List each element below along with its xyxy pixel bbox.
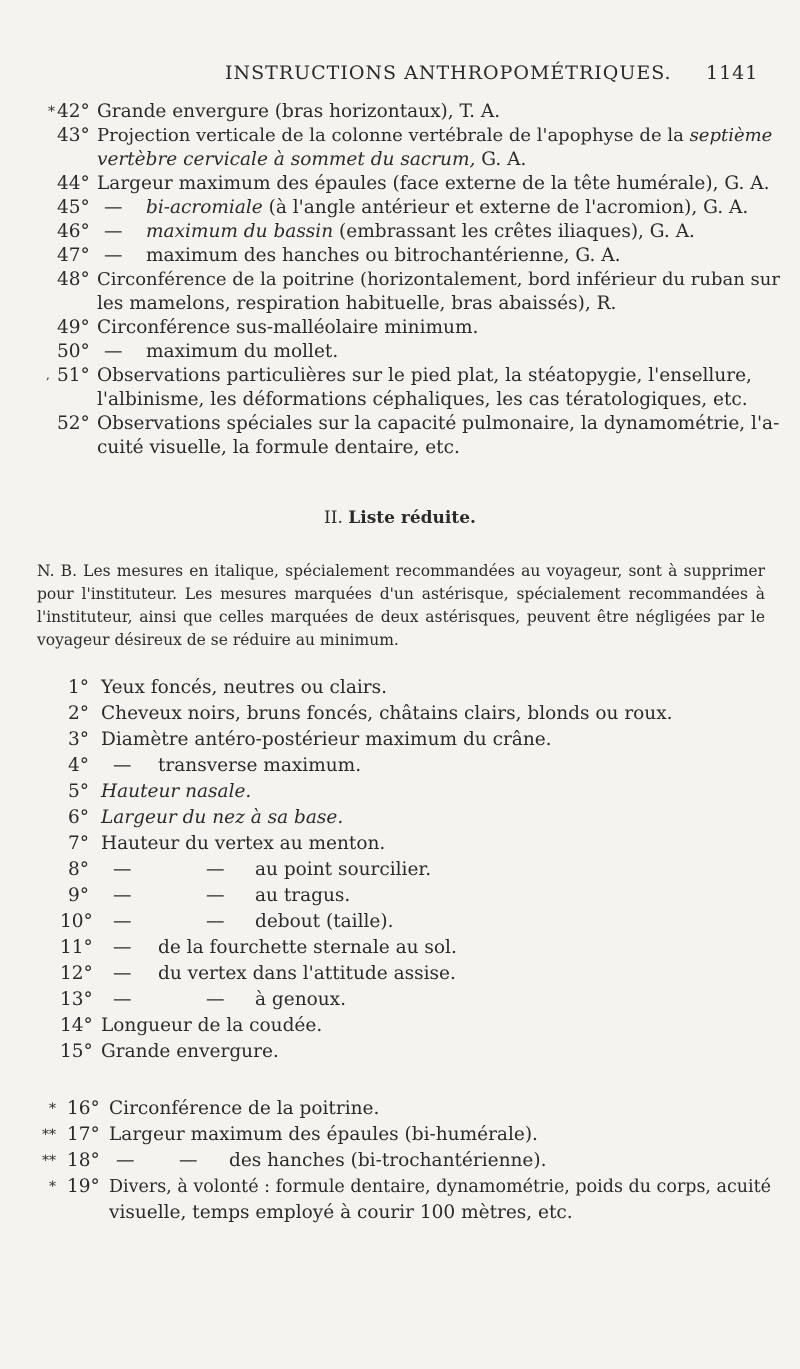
- item-text: Cheveux noirs, bruns foncés, châtains clairs, blonds ou roux.: [101, 703, 673, 724]
- item-number: 17°: [67, 1124, 100, 1145]
- item-text: debout (taille).: [255, 911, 394, 932]
- asterisk-marker: *: [49, 1179, 56, 1195]
- running-title: INSTRUCTIONS ANTHROPOMÉTRIQUES.: [225, 62, 672, 84]
- item-number: 45°: [57, 197, 90, 218]
- item-number: 5°: [68, 781, 90, 802]
- ditto-dash: —: [113, 989, 132, 1010]
- ditto-dash: —: [113, 911, 132, 932]
- item-number: 13°: [60, 989, 93, 1010]
- item-text: de la fourchette sternale au sol.: [158, 937, 457, 958]
- item-text: Observations spéciales sur la capacité pulmonaire, la dynamométrie, l'a-: [97, 413, 780, 434]
- ditto-dash: —: [206, 911, 225, 932]
- item-number: 3°: [68, 729, 90, 750]
- item-text: Largeur maximum des épaules (bi-humérale).: [109, 1124, 538, 1145]
- item-number: 43°: [57, 125, 90, 146]
- ditto-dash: —: [113, 963, 132, 984]
- ditto-dash: —: [104, 221, 123, 242]
- item-number: 6°: [68, 807, 90, 828]
- item-number: 9°: [68, 885, 90, 906]
- ditto-dash: —: [113, 859, 132, 880]
- item-number: 51°: [57, 365, 90, 386]
- item-text: Circonférence sus-malléolaire minimum.: [97, 317, 479, 338]
- ditto-dash: —: [104, 341, 123, 362]
- item-text: au point sourcilier.: [255, 859, 432, 880]
- item-text: à genoux.: [255, 989, 346, 1010]
- item-text: Longueur de la coudée.: [101, 1015, 323, 1036]
- item-text: Circonférence de la poitrine (horizontalement, bord inférieur du ruban sur: [97, 269, 780, 290]
- item-text: Grande envergure.: [101, 1041, 279, 1062]
- item-number: 1°: [68, 677, 90, 698]
- asterisk-marker: **: [42, 1127, 56, 1143]
- item-number: 44°: [57, 173, 90, 194]
- ditto-dash: —: [104, 197, 123, 218]
- item-number: 19°: [67, 1176, 100, 1197]
- asterisk-marker: *: [48, 104, 55, 120]
- ditto-dash: —: [179, 1150, 198, 1171]
- item-number: 4°: [68, 755, 90, 776]
- item-text: Grande envergure (bras horizontaux), T. A.: [97, 101, 501, 122]
- item-number: 15°: [60, 1041, 93, 1062]
- item-text: Largeur maximum des épaules (face externe de la tête humérale), G. A.: [97, 173, 770, 194]
- item-text: bi-acromiale (à l'angle antérieur et externe de l'acromion), G. A.: [146, 197, 749, 218]
- item-text: maximum du bassin (embrassant les crêtes iliaques), G. A.: [146, 221, 695, 242]
- item-text: Projection verticale de la colonne vertébrale de l'apophyse de la septième: [97, 125, 773, 146]
- item-text: Yeux foncés, neutres ou clairs.: [101, 677, 388, 698]
- item-text: Divers, à volonté : formule dentaire, dynamométrie, poids du corps, acuité: [109, 1177, 772, 1197]
- item-number: 12°: [60, 963, 93, 984]
- item-number: 11°: [60, 937, 93, 958]
- item-text: Circonférence de la poitrine.: [109, 1098, 380, 1119]
- item-number: 8°: [68, 859, 90, 880]
- item-text: des hanches (bi-trochantérienne).: [229, 1150, 547, 1171]
- asterisk-marker: *: [49, 1101, 56, 1117]
- item-number: 16°: [67, 1098, 100, 1119]
- section-heading: II. Liste réduite.: [324, 508, 476, 528]
- item-number: 18°: [67, 1150, 100, 1171]
- item-number: 47°: [57, 245, 90, 266]
- ditto-dash: —: [113, 937, 132, 958]
- item-text: du vertex dans l'attitude assise.: [158, 963, 456, 984]
- ditto-dash: —: [104, 245, 123, 266]
- ditto-dash: —: [206, 859, 225, 880]
- item-text: au tragus.: [255, 885, 351, 906]
- asterisk-marker: **: [42, 1153, 56, 1169]
- editorial-note: N. B. Les mesures en italique, spécialement recommandées au voyageur, sont à supprimer pour l'instituteur. Les mesures marquées d'un astérisque, spécialement recommandées à l'instituteur, ainsi que celles marquées de deux astérisques, peuvent être négligées par le voyageur désireux de se réduire au minimum.: [37, 562, 765, 649]
- item-number: 46°: [57, 221, 90, 242]
- document-page: INSTRUCTIONS ANTHROPOMÉTRIQUES. 1141 * 42° Grande envergure (bras horizontaux), T. A. 43° Projection verticale de la colonne vertébrale de l'apophyse de la septième vertèbre cervicale à sommet du sacrum, G. A. 44° Largeur maximum des épaules (face externe de la tête humérale), G. A. 45° — bi-acromiale (à l'angle antérieur et externe de l'acromion), G. A. 46° — maximum du bassin (embrassant les crêtes iliaques), G. A. 47° — maximum des hanches ou bitrochantérienne, G. A. 48° Circonférence de la poitrine (horizontalement, bord inférieur du ruban sur les mamelons, respiration habituelle, bras abaissés), R. 49° Circonférence sus-malléolaire minimum. 50° — maximum du mollet. , 51° Observations particulières sur le pied plat, la stéatopygie, l'ensellure, l'albinisme, les déformations céphaliques, les cas tératologiques, etc. 52° Observations spéciales sur la capacité pulmonaire, la dynamométrie, l'a- cuité visuelle, la formule dentaire, etc. II. Liste réduite. N. B. Les mesures en italique, spécialement recommandées au voyageur, sont à supprimer pour l'instituteur. Les mesures marquées d'un astérisque, spécialement recommandées à l'instituteur, ainsi que celles marquées de deux astérisques, peuvent être négligées par le voyageur désireux de se réduire au minimum. 1° Yeux foncés, neutres ou clairs. 2° Cheveux noirs, bruns foncés, châtains clairs, blonds ou roux. 3° Diamètre antéro-postérieur maximum du crâne. 4° — transverse maximum. 5° Hauteur nasale. 6° Largeur du nez à sa base. 7° Hauteur du vertex au menton. 8° — — au point sourcilier. 9° — — au tragus. 10° — — debout (taille). 11° — de la fourchette sternale au sol. 12° — du vertex dans l'attitude assise. 13° — — à genoux. 14° Longueur de la coudée. 15° Grande envergure. * 16° Circonférence de la poitrine. ** 17° Largeur maximum des épaules (bi-humérale). ** 18° — — des hanches (bi-trochantérienne). * 19° Divers, à volonté : formule dentaire, dynamométrie, poids du corps, acuité visuelle, temps employé à courir 100 mètres, etc.: [0, 0, 800, 1369]
- item-text: maximum du mollet.: [146, 341, 339, 362]
- item-number: 52°: [57, 413, 90, 434]
- item-text: Hauteur nasale.: [101, 781, 252, 802]
- margin-mark: ,: [46, 368, 50, 382]
- item-number: 50°: [57, 341, 90, 362]
- item-number: 42°: [57, 101, 90, 122]
- item-number: 14°: [60, 1015, 93, 1036]
- item-text: transverse maximum.: [158, 755, 362, 776]
- item-text: maximum des hanches ou bitrochantérienne, G. A.: [146, 245, 621, 266]
- item-text: Largeur du nez à sa base.: [101, 807, 344, 828]
- ditto-dash: —: [206, 885, 225, 906]
- item-number: 48°: [57, 269, 90, 290]
- page-number: 1141: [706, 62, 759, 84]
- item-number: 49°: [57, 317, 90, 338]
- item-number: 10°: [60, 911, 93, 932]
- ditto-dash: —: [206, 989, 225, 1010]
- ditto-dash: —: [116, 1150, 135, 1171]
- item-text: Hauteur du vertex au menton.: [101, 833, 386, 854]
- ditto-dash: —: [113, 885, 132, 906]
- item-text: Observations particulières sur le pied plat, la stéatopygie, l'ensellure,: [97, 365, 752, 386]
- item-number: 7°: [68, 833, 90, 854]
- ditto-dash: —: [113, 755, 132, 776]
- item-text: Diamètre antéro-postérieur maximum du crâne.: [101, 729, 552, 750]
- item-number: 2°: [68, 703, 90, 724]
